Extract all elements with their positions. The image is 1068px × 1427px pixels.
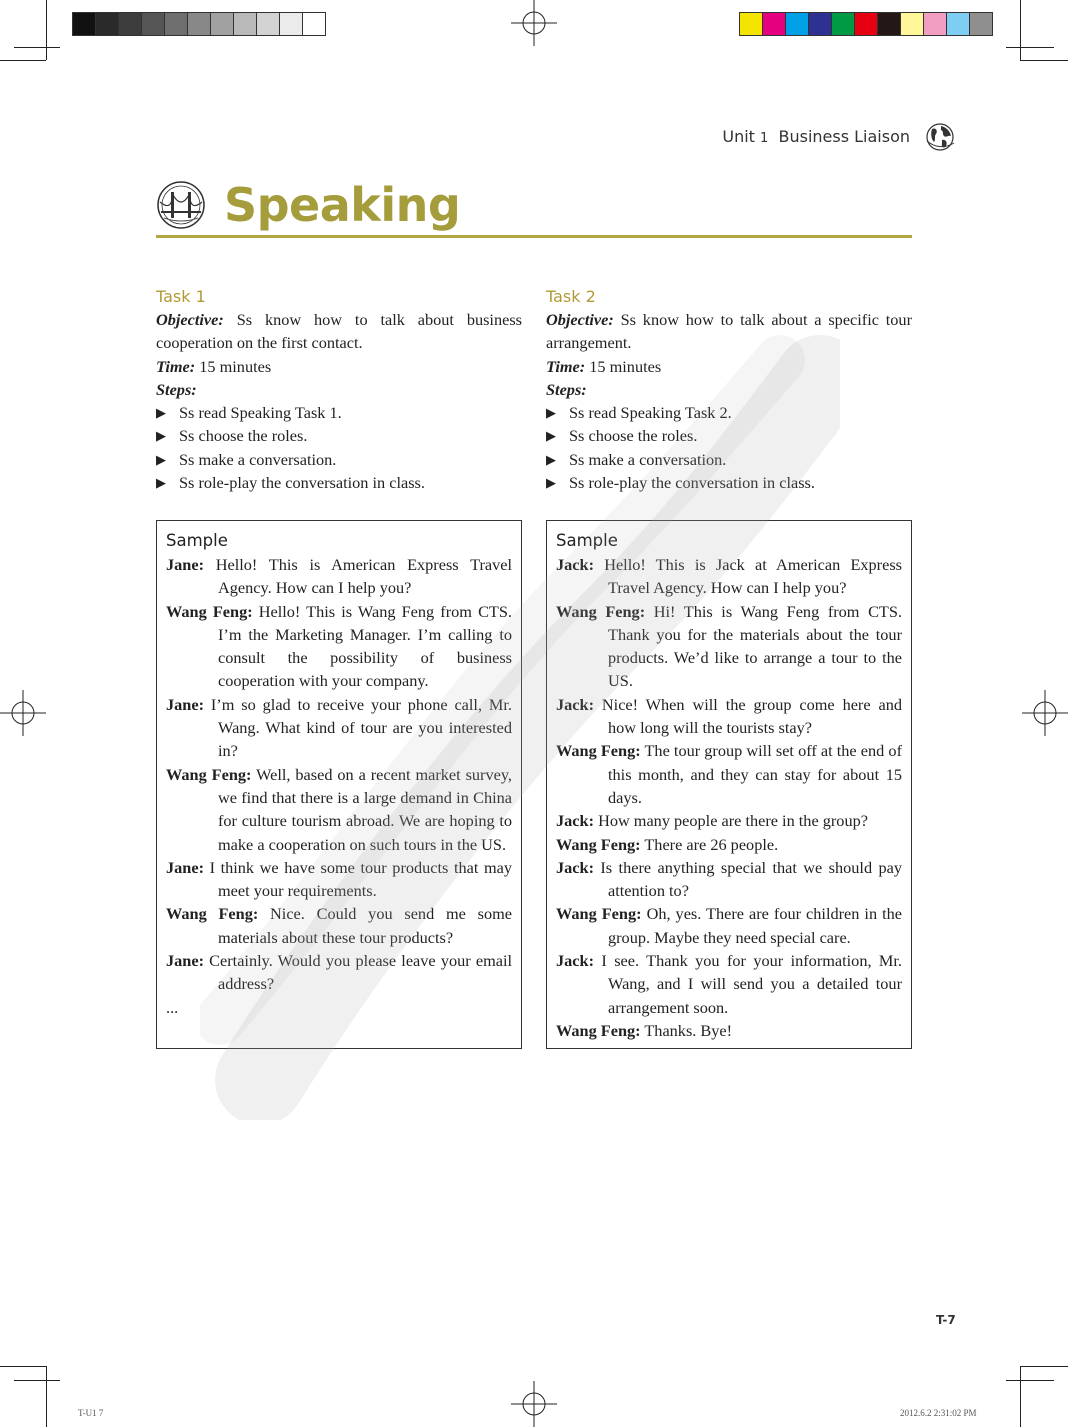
color-swatch xyxy=(188,13,211,35)
section-title: Speaking xyxy=(224,178,461,232)
sample-title: Sample xyxy=(166,531,228,550)
dialogue-line xyxy=(166,600,512,693)
speaker-name: Jane: xyxy=(166,857,204,877)
color-swatch xyxy=(303,13,325,35)
color-swatch xyxy=(924,13,947,35)
step-item xyxy=(546,401,912,424)
triangle-bullet-icon: ▶ xyxy=(156,475,166,491)
dialogue-line xyxy=(556,856,902,903)
running-header xyxy=(722,127,910,146)
triangle-bullet-icon: ▶ xyxy=(546,475,556,491)
dialogue-text: Thanks. Bye! xyxy=(644,1020,733,1040)
footer-right: 2012.6.2 2:31:02 PM xyxy=(900,1408,977,1418)
triangle-bullet-icon: ▶ xyxy=(546,451,556,467)
dialogue-line xyxy=(556,949,902,1019)
color-swatch xyxy=(763,13,786,35)
speaker-name: Jane: xyxy=(166,951,204,971)
objective-text: Ss know how to talk about business cooperation on the first contact. xyxy=(156,310,522,353)
task-1-objective xyxy=(156,308,522,355)
dialogue-text: The tour group will set off at the end of this month, and they can stay for about 15 days. xyxy=(608,741,902,807)
color-swatch xyxy=(740,13,763,35)
color-swatch xyxy=(878,13,901,35)
dialogue-line xyxy=(166,856,512,903)
dialogue-text: Hi! This is Wang Feng from CTS. Thank you for the materials about the tour products. We’d like to arrange a tour to the US. xyxy=(608,601,902,691)
time-label: Time: xyxy=(546,356,586,376)
golden-gate-bridge-emblem-icon xyxy=(156,180,206,230)
task-1-steps xyxy=(156,401,522,494)
dialogue-line xyxy=(556,600,902,693)
dialogue-text: Nice! When will the group come here and how long will the tourists stay? xyxy=(601,694,902,738)
dialogue-line xyxy=(556,553,902,600)
color-swatch xyxy=(119,13,142,35)
title-rule xyxy=(156,235,912,238)
speaker-name: Wang Feng: xyxy=(556,904,642,924)
step-text: Ss read Speaking Task 2. xyxy=(569,403,732,423)
dialogue-line xyxy=(556,809,902,832)
dialogue-text: Nice. Could you send me some materials about these tour products? xyxy=(218,904,513,947)
time-text: 15 minutes xyxy=(589,356,662,376)
sample-dialogue-1 xyxy=(156,520,522,1049)
objective-text: Ss know how to talk about a specific tour arrangement. xyxy=(546,310,912,353)
footer-left: T-U1 7 xyxy=(78,1408,104,1418)
steps-label: Steps: xyxy=(156,379,197,399)
registration-mark-bottom xyxy=(511,1381,557,1427)
steps-label: Steps: xyxy=(546,379,587,399)
dialogue-text: I’m so glad to receive your phone call, Mr. Wang. What kind of tour are you interested in? xyxy=(210,694,512,761)
speaker-name: Jack: xyxy=(556,857,594,877)
objective-label: Objective: xyxy=(546,310,614,329)
dialogue-line xyxy=(166,763,512,856)
triangle-bullet-icon: ▶ xyxy=(546,405,556,421)
page-number: T-7 xyxy=(936,1313,956,1327)
dialogue-line xyxy=(556,693,902,740)
unit-title: Business Liaison xyxy=(778,127,910,146)
speaker-name: Wang Feng: xyxy=(556,741,641,761)
speaker-name: Jane: xyxy=(166,694,204,714)
unit-number: 1 xyxy=(760,131,769,146)
grayscale-color-bar xyxy=(72,12,326,36)
dialogue-text: I see. Thank you for your information, Mr. Wang, and I will send you a detailed tour arrangement soon. xyxy=(601,951,902,1017)
step-item xyxy=(546,424,912,447)
task-2-title: Task 2 xyxy=(546,287,596,306)
step-text: Ss choose the roles. xyxy=(179,426,308,446)
task-2-steps xyxy=(546,401,912,494)
color-swatch xyxy=(73,13,96,35)
step-text: Ss read Speaking Task 1. xyxy=(179,403,342,423)
color-swatch xyxy=(947,13,970,35)
dialogue-text: There are 26 people. xyxy=(644,834,779,854)
task-2-time xyxy=(546,355,912,378)
objective-label: Objective: xyxy=(156,310,224,329)
speaker-name: Jack: xyxy=(556,555,594,574)
color-swatch xyxy=(96,13,119,35)
speaker-name: Wang Feng: xyxy=(166,904,259,924)
process-color-bar xyxy=(739,12,993,36)
task-2-column xyxy=(546,286,912,494)
ellipsis: ... xyxy=(166,997,179,1017)
step-item xyxy=(546,448,912,471)
dialogue-text: Is there anything special that we should pay attention to? xyxy=(600,857,902,901)
color-swatch xyxy=(832,13,855,35)
globe-icon xyxy=(924,121,956,153)
speaker-name: Wang Feng: xyxy=(166,764,252,784)
dialogue-text: Hello! This is Wang Feng from CTS. I’m the Marketing Manager. I’m calling to consult the possibility of business cooperation with your company. xyxy=(218,601,513,691)
step-item xyxy=(546,471,912,494)
time-text: 15 minutes xyxy=(199,356,272,376)
color-swatch xyxy=(901,13,924,35)
triangle-bullet-icon: ▶ xyxy=(546,428,556,444)
task-1-title: Task 1 xyxy=(156,287,206,306)
sample-title: Sample xyxy=(556,531,618,550)
step-text: Ss make a conversation. xyxy=(569,449,727,469)
dialogue-line xyxy=(556,739,902,809)
speaker-name: Wang Feng: xyxy=(166,601,253,621)
dialogue-line xyxy=(556,833,902,856)
dialogue-line xyxy=(166,902,512,949)
registration-mark-top xyxy=(511,0,557,46)
dialogue-text: I think we have some tour products that may meet your requirements. xyxy=(209,857,512,901)
speaker-name: Jack: xyxy=(556,694,594,714)
color-swatch xyxy=(786,13,809,35)
color-swatch xyxy=(280,13,303,35)
speaker-name: Wang Feng: xyxy=(556,1020,641,1040)
dialogue-text: How many people are there in the group? xyxy=(598,811,868,831)
step-text: Ss choose the roles. xyxy=(569,426,698,446)
speaker-name: Jack: xyxy=(556,811,594,831)
task-1-column xyxy=(156,286,522,494)
unit-label: Unit xyxy=(722,127,755,146)
color-swatch xyxy=(234,13,257,35)
dialogue-line xyxy=(556,1019,902,1042)
dialogue-text: Certainly. Would you please leave your email address? xyxy=(209,951,513,994)
dialogue-text: Well, based on a recent market survey, we find that there is a large demand in China for culture tourism abroad. We are hoping to make a cooperation on such tours in the US. xyxy=(218,764,513,854)
speaker-name: Wang Feng: xyxy=(556,834,641,854)
dialogue-line xyxy=(166,949,512,996)
color-swatch xyxy=(257,13,280,35)
dialogue-text: Hello! This is American Express Travel Agency. How can I help you? xyxy=(215,555,512,598)
task-2-objective xyxy=(546,308,912,355)
speaker-name: Wang Feng: xyxy=(556,601,646,621)
registration-mark-left xyxy=(0,690,46,736)
step-item xyxy=(156,471,522,494)
speaker-name: Jack: xyxy=(556,951,594,971)
color-swatch xyxy=(211,13,234,35)
color-swatch xyxy=(855,13,878,35)
color-swatch xyxy=(809,13,832,35)
registration-mark-right xyxy=(1022,690,1068,736)
step-item xyxy=(156,401,522,424)
color-swatch xyxy=(142,13,165,35)
triangle-bullet-icon: ▶ xyxy=(156,451,166,467)
dialogue-line xyxy=(556,902,902,949)
dialogue-line xyxy=(166,553,512,600)
step-text: Ss make a conversation. xyxy=(179,449,337,469)
speaker-name: Jane: xyxy=(166,555,204,574)
dialogue-text: Oh, yes. There are four children in the group. Maybe they need special care. xyxy=(608,904,902,947)
task-1-time xyxy=(156,355,522,378)
triangle-bullet-icon: ▶ xyxy=(156,405,166,421)
dialogue-line xyxy=(166,693,512,763)
sample-dialogue-2 xyxy=(546,520,912,1049)
step-text: Ss role-play the conversation in class. xyxy=(179,473,425,493)
time-label: Time: xyxy=(156,356,196,376)
step-item xyxy=(156,424,522,447)
triangle-bullet-icon: ▶ xyxy=(156,428,166,444)
color-swatch xyxy=(165,13,188,35)
step-item xyxy=(156,448,522,471)
dialogue-text: Hello! This is Jack at American Express Travel Agency. How can I help you? xyxy=(604,555,902,598)
color-swatch xyxy=(970,13,992,35)
step-text: Ss role-play the conversation in class. xyxy=(569,473,815,493)
